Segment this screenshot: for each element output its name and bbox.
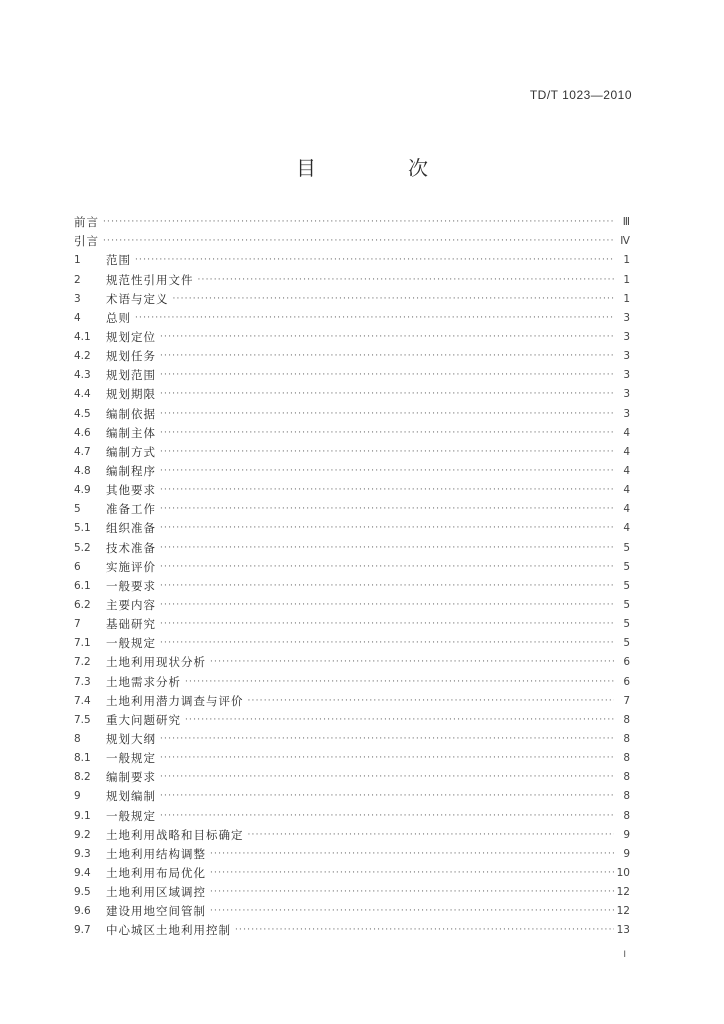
toc-entry[interactable] (74, 784, 630, 803)
toc-dot-leader (160, 770, 614, 784)
toc-entry[interactable] (74, 593, 630, 612)
toc-entry-title: 实施评价 (106, 559, 156, 574)
toc-entry-title: 土地利用潜力调查与评价 (106, 693, 244, 708)
toc-entry[interactable] (74, 325, 630, 344)
toc-entry[interactable] (74, 842, 630, 861)
toc-dot-leader (160, 407, 614, 421)
toc-entry-number: 4.6 (74, 426, 91, 439)
toc-entry-title: 引言 (74, 234, 99, 249)
toc-entry-number: 6.1 (74, 579, 91, 592)
toc-entry-page: 6 (623, 675, 630, 688)
toc-entry-page: 8 (623, 790, 630, 803)
page-number: I (623, 950, 626, 960)
toc-dot-leader (160, 521, 614, 535)
toc-entry-number: 4.5 (74, 407, 91, 420)
toc-dot-leader (160, 464, 614, 478)
toc-dot-leader (210, 904, 614, 918)
toc-dot-leader (160, 789, 614, 803)
toc-entry-number: 9.2 (74, 828, 91, 841)
toc-entry-title: 一般规定 (106, 808, 156, 823)
toc-entry-page: 12 (616, 905, 630, 918)
toc-entry[interactable] (74, 421, 630, 440)
toc-entry-number: 7 (74, 618, 81, 631)
toc-entry-page: 3 (623, 407, 630, 420)
toc-entry[interactable] (74, 535, 630, 554)
toc-entry-page: 4 (623, 522, 630, 535)
toc-dot-leader (160, 502, 614, 516)
toc-dot-leader (160, 560, 614, 574)
toc-entry-page: 3 (623, 388, 630, 401)
toc-entry[interactable] (74, 497, 630, 516)
toc-entry-number: 8 (74, 732, 81, 745)
toc-entry-page: Ⅳ (620, 235, 630, 248)
toc-entry-title: 规划定位 (106, 329, 156, 344)
toc-entry-number: 5.2 (74, 541, 91, 554)
toc-dot-leader (160, 809, 614, 823)
toc-entry[interactable] (74, 287, 630, 306)
toc-entry-title: 重大问题研究 (106, 712, 181, 727)
toc-entry-number: 2 (74, 273, 81, 286)
toc-entry-title: 一般规定 (106, 751, 156, 766)
toc-entry-title: 土地利用现状分析 (106, 655, 206, 670)
toc-dot-leader (235, 923, 614, 937)
toc-dot-leader (210, 847, 614, 861)
toc-entry[interactable] (74, 574, 630, 593)
toc-entry-number: 5.1 (74, 522, 91, 535)
toc-entry-page: 8 (623, 752, 630, 765)
toc-entry-title: 准备工作 (106, 502, 156, 517)
toc-entry-title: 主要内容 (106, 597, 156, 612)
toc-entry-number: 4.7 (74, 445, 91, 458)
toc-entry-title: 技术准备 (106, 540, 156, 555)
toc-entry-title: 前言 (74, 215, 99, 230)
toc-dot-leader (173, 292, 615, 306)
toc-entry[interactable] (74, 631, 630, 650)
toc-entry-title: 规划范围 (106, 368, 156, 383)
toc-dot-leader (160, 426, 614, 440)
toc-dot-leader (160, 751, 614, 765)
toc-dot-leader (160, 598, 614, 612)
toc-entry-number: 4 (74, 311, 81, 324)
toc-entry-title: 编制程序 (106, 463, 156, 478)
toc-entry-title: 编制依据 (106, 406, 156, 421)
document-code: TD/T 1023—2010 (529, 88, 632, 102)
toc-entry-number: 9.5 (74, 886, 91, 899)
toc-entry-title: 总则 (106, 310, 131, 325)
toc-entry[interactable] (74, 363, 630, 382)
toc-dot-leader (160, 349, 614, 363)
toc-dot-leader (160, 368, 614, 382)
toc-entry-number: 6 (74, 560, 81, 573)
toc-entry-title: 规划期限 (106, 387, 156, 402)
toc-entry-page: 4 (623, 484, 630, 497)
toc-entry[interactable] (74, 440, 630, 459)
toc-entry-page: 5 (623, 541, 630, 554)
toc-entry-title: 土地利用布局优化 (106, 865, 206, 880)
toc-entry[interactable] (74, 669, 630, 688)
toc-entry-page: 4 (623, 426, 630, 439)
toc-entry-number: 7.1 (74, 637, 91, 650)
toc-entry[interactable] (74, 382, 630, 401)
toc-entry[interactable] (74, 899, 630, 918)
toc-entry[interactable] (74, 229, 630, 248)
toc-entry-title: 其他要求 (106, 483, 156, 498)
toc-entry-number: 8.2 (74, 771, 91, 784)
toc-entry-title: 术语与定义 (106, 291, 169, 306)
toc-dot-leader (248, 828, 615, 842)
toc-entry-title: 土地利用战略和目标确定 (106, 827, 244, 842)
toc-entry-number: 4.1 (74, 330, 91, 343)
toc-entry-title: 中心城区土地利用控制 (106, 923, 231, 938)
toc-entry-page: 5 (623, 560, 630, 573)
toc-entry[interactable] (74, 880, 630, 899)
toc-dot-leader (160, 330, 614, 344)
toc-entry[interactable] (74, 612, 630, 631)
toc-dot-leader (160, 541, 614, 555)
toc-entry[interactable] (74, 803, 630, 822)
toc-entry-page: 5 (623, 598, 630, 611)
toc-entry[interactable] (74, 746, 630, 765)
toc-entry-page: 5 (623, 637, 630, 650)
toc-entry-number: 3 (74, 292, 81, 305)
toc-entry-number: 9 (74, 790, 81, 803)
toc-dot-leader (103, 215, 614, 229)
toc-entry-number: 7.4 (74, 694, 91, 707)
toc-entry-page: 5 (623, 618, 630, 631)
toc-entry-page: 13 (616, 924, 630, 937)
toc-entry-page: 12 (616, 886, 630, 899)
toc-entry-page: 8 (623, 713, 630, 726)
toc-dot-leader (160, 483, 614, 497)
toc-entry-page: 4 (623, 464, 630, 477)
toc-entry-number: 1 (74, 254, 81, 267)
toc-entry[interactable] (74, 823, 630, 842)
toc-entry-page: 8 (623, 809, 630, 822)
toc-entry-page: 3 (623, 350, 630, 363)
toc-entry-title: 编制要求 (106, 770, 156, 785)
toc-entry-number: 5 (74, 503, 81, 516)
toc-entry-title: 规划编制 (106, 789, 156, 804)
table-of-contents (74, 210, 630, 937)
toc-entry-page: 9 (623, 828, 630, 841)
toc-entry[interactable] (74, 267, 630, 286)
toc-entry[interactable] (74, 689, 630, 708)
toc-entry-number: 9.4 (74, 866, 91, 879)
toc-entry-title: 编制主体 (106, 425, 156, 440)
toc-entry-page: 9 (623, 847, 630, 860)
toc-entry-page: 4 (623, 445, 630, 458)
toc-entry-number: 7.5 (74, 713, 91, 726)
toc-entry[interactable] (74, 861, 630, 880)
toc-entry-page: 6 (623, 656, 630, 669)
toc-entry-page: 8 (623, 732, 630, 745)
toc-entry-page: 1 (623, 273, 630, 286)
toc-entry[interactable] (74, 459, 630, 478)
toc-entry-title: 规划任务 (106, 349, 156, 364)
toc-dot-leader (160, 732, 614, 746)
toc-entry-number: 9.1 (74, 809, 91, 822)
toc-entry[interactable] (74, 708, 630, 727)
toc-entry-title: 土地利用区域调控 (106, 885, 206, 900)
toc-entry-page: 8 (623, 771, 630, 784)
toc-entry[interactable] (74, 344, 630, 363)
toc-dot-leader (210, 866, 614, 880)
toc-dot-leader (185, 675, 614, 689)
toc-dot-leader (160, 617, 614, 631)
toc-dot-leader (160, 636, 614, 650)
toc-entry[interactable] (74, 650, 630, 669)
toc-entry-title: 基础研究 (106, 617, 156, 632)
toc-entry[interactable] (74, 306, 630, 325)
toc-entry-page: 5 (623, 579, 630, 592)
toc-entry-title: 建设用地空间管制 (106, 904, 206, 919)
toc-entry[interactable] (74, 248, 630, 267)
toc-entry-page: 1 (623, 254, 630, 267)
toc-dot-leader (160, 387, 614, 401)
toc-entry-page: 4 (623, 503, 630, 516)
page-title: 目 次 (296, 156, 464, 180)
toc-entry[interactable] (74, 210, 630, 229)
toc-entry-number: 8.1 (74, 752, 91, 765)
toc-entry-number: 4.8 (74, 464, 91, 477)
toc-entry-title: 规范性引用文件 (106, 272, 194, 287)
toc-dot-leader (160, 579, 614, 593)
toc-entry-number: 9.6 (74, 905, 91, 918)
toc-entry[interactable] (74, 727, 630, 746)
toc-dot-leader (160, 445, 614, 459)
toc-entry-page: 3 (623, 369, 630, 382)
toc-entry[interactable] (74, 478, 630, 497)
toc-entry-title: 范围 (106, 253, 131, 268)
toc-entry[interactable] (74, 516, 630, 535)
toc-entry-number: 4.2 (74, 350, 91, 363)
toc-dot-leader (103, 234, 614, 248)
toc-entry[interactable] (74, 555, 630, 574)
toc-dot-leader (185, 713, 614, 727)
toc-entry-title: 编制方式 (106, 444, 156, 459)
toc-entry[interactable] (74, 918, 630, 937)
toc-entry-number: 7.2 (74, 656, 91, 669)
toc-entry[interactable] (74, 765, 630, 784)
toc-dot-leader (198, 273, 615, 287)
toc-dot-leader (135, 311, 614, 325)
toc-entry[interactable] (74, 401, 630, 420)
toc-entry-page: 7 (623, 694, 630, 707)
toc-dot-leader (210, 655, 614, 669)
toc-dot-leader (135, 253, 614, 267)
toc-entry-number: 7.3 (74, 675, 91, 688)
toc-entry-number: 6.2 (74, 598, 91, 611)
toc-entry-title: 一般规定 (106, 636, 156, 651)
toc-entry-number: 4.9 (74, 484, 91, 497)
toc-entry-title: 组织准备 (106, 521, 156, 536)
toc-entry-number: 4.4 (74, 388, 91, 401)
toc-entry-title: 土地利用结构调整 (106, 846, 206, 861)
toc-entry-title: 一般要求 (106, 578, 156, 593)
toc-entry-title: 土地需求分析 (106, 674, 181, 689)
toc-entry-page: 1 (623, 292, 630, 305)
toc-entry-page: 10 (616, 866, 630, 879)
toc-entry-title: 规划大纲 (106, 731, 156, 746)
toc-entry-page: 3 (623, 311, 630, 324)
toc-entry-page: Ⅲ (622, 216, 630, 229)
toc-dot-leader (210, 885, 614, 899)
toc-entry-number: 9.3 (74, 847, 91, 860)
toc-entry-number: 4.3 (74, 369, 91, 382)
toc-entry-page: 3 (623, 330, 630, 343)
toc-entry-number: 9.7 (74, 924, 91, 937)
toc-dot-leader (248, 694, 615, 708)
